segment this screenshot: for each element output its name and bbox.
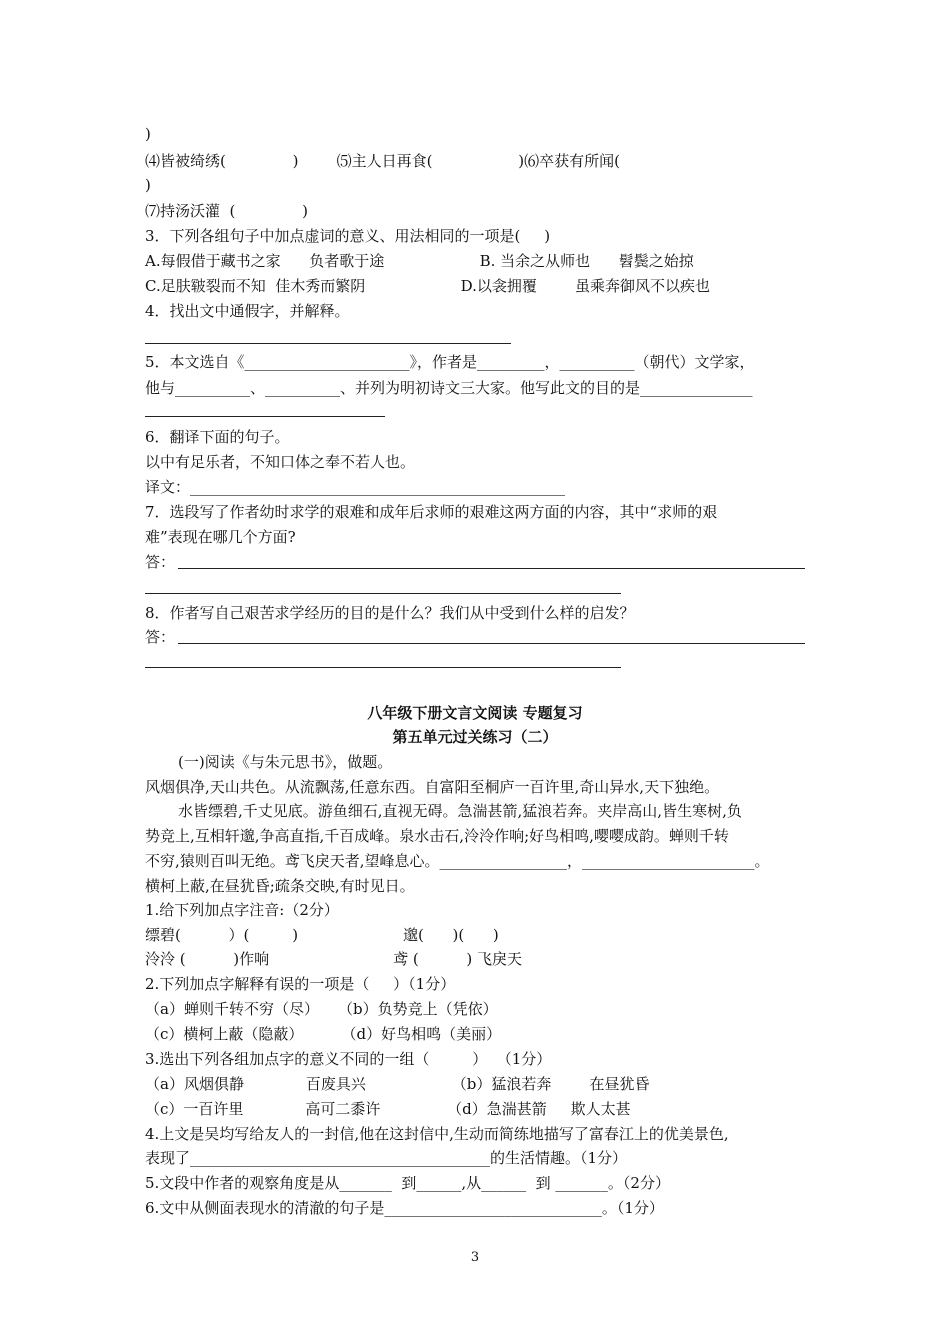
section-title: 八年级下册文言文阅读 专题复习 <box>367 704 583 722</box>
page-number: 3 <box>470 1250 480 1265</box>
question-4b: 4.上文是吴均写给友人的一封信,他在这封信中,生动而简练地描写了富春江上的优美景色, <box>145 1125 729 1143</box>
reading-prompt: (一)阅读《与朱元思书》，做题。 <box>178 753 393 771</box>
passage-line: 水皆缥碧,千丈见底。游鱼细石,直视无碍。急湍甚箭,猛浪若奔。夹岸高山,皆生寒树,负 <box>178 802 742 820</box>
text-line: ⑷皆被绮绣( ) ⑸主人日再食( )⑹卒获有所闻( <box>145 152 620 170</box>
question-3: 3．下列各组句子中加点虚词的意义、用法相同的一项是( ) <box>145 227 551 245</box>
text-line: （c）横柯上蔽（隐蔽） （d）好鸟相鸣（美丽） <box>145 1025 502 1043</box>
text-line: （a）风烟俱静 百废具兴 （b）猛浪若奔 在昼犹昏 <box>145 1075 650 1093</box>
text-line: 他与__________、__________、并列为明初诗文三大家。他写此文的目的是_______________ <box>145 379 753 397</box>
option-cd: C.足肤皲裂而不知 佳木秀而繁阴 D.以衾拥覆 虽乘奔御风不以疾也 <box>145 277 711 295</box>
question-5: 5．本文选自《______________________》，作者是_________，__________（朝代）文学家， <box>145 353 755 371</box>
question-3b: 3.选出下列各组加点字的意义不同的一组（ ） （1分） <box>145 1050 552 1068</box>
question-6: 6．翻译下面的句子。 <box>145 428 290 446</box>
question-7: 7．选段写了作者幼时求学的艰难和成年后求师的艰难这两方面的内容，其中“求师的艰 <box>145 503 718 521</box>
answer-label: 答： <box>145 628 176 646</box>
answer-line <box>178 643 805 644</box>
answer-line <box>145 667 621 668</box>
question-6b: 6.文中从侧面表现水的清澈的句子是_____________________________。（1分） <box>145 1199 664 1217</box>
text-line: 以中有足乐者，不知口体之奉不若人也。 <box>145 453 416 471</box>
question-5b: 5.文段中作者的观察角度是从_______ 到______,从______ 到 _______。（2分） <box>145 1174 670 1192</box>
answer-line <box>178 568 805 569</box>
translation-line: 译文：__________________________________________________ <box>145 478 566 496</box>
option-ab: A.每假借于藏书之家 负者歌于途 B. 当余之从师也 髫鬓之始掠 <box>145 252 694 270</box>
passage-line: 横柯上蔽,在昼犹昏;疏条交映,有时见日。 <box>145 877 415 895</box>
question-1: 1.给下列加点字注音:（2分） <box>145 901 339 919</box>
text-line: 难”表现在哪几个方面? <box>145 528 296 546</box>
question-2: 2.下列加点字解释有误的一项是（ ）（1分） <box>145 975 456 993</box>
text-line: ⑺持汤沃灌 ( ) <box>145 202 308 220</box>
passage-line: 不穷,猿则百叫无绝。鸢飞戾天者,望峰息心。_________________，_______________________。 <box>145 852 770 870</box>
answer-line <box>145 593 621 594</box>
text-line: ) <box>145 125 151 143</box>
answer-line <box>145 416 385 417</box>
text-line: 缥碧( ）( ) 邈( )( ) <box>145 926 499 944</box>
text-line: （a）蝉则千转不穷（尽） （b）负势竞上（凭依） <box>145 1000 498 1018</box>
question-8: 8．作者写自己艰苦求学经历的目的是什么？我们从中受到什么样的启发？ <box>145 604 635 622</box>
text-line: 泠泠 ( )作响 鸢 ( ) 飞戾天 <box>145 950 523 968</box>
text-line: 表现了________________________________________的生活情趣。（1分） <box>145 1149 628 1167</box>
question-4: 4．找出文中通假字，并解释。 <box>145 302 350 320</box>
passage-line: 势竞上,互相轩邈,争高直指,千百成峰。泉水击石,泠泠作响;好鸟相鸣,嘤嘤成韵。蝉则千转 <box>145 827 729 845</box>
text-line: （c）一百许里 高可二黍许 （d）急湍甚箭 欺人太甚 <box>145 1100 631 1118</box>
passage-line: 风烟俱净,天山共色。从流飘荡,任意东西。自富阳至桐庐一百许里,奇山异水,天下独绝。 <box>145 778 720 796</box>
answer-label: 答： <box>145 553 176 571</box>
text-line: ) <box>145 176 151 194</box>
section-subtitle: 第五单元过关练习（二） <box>392 728 558 746</box>
answer-line <box>145 343 511 344</box>
